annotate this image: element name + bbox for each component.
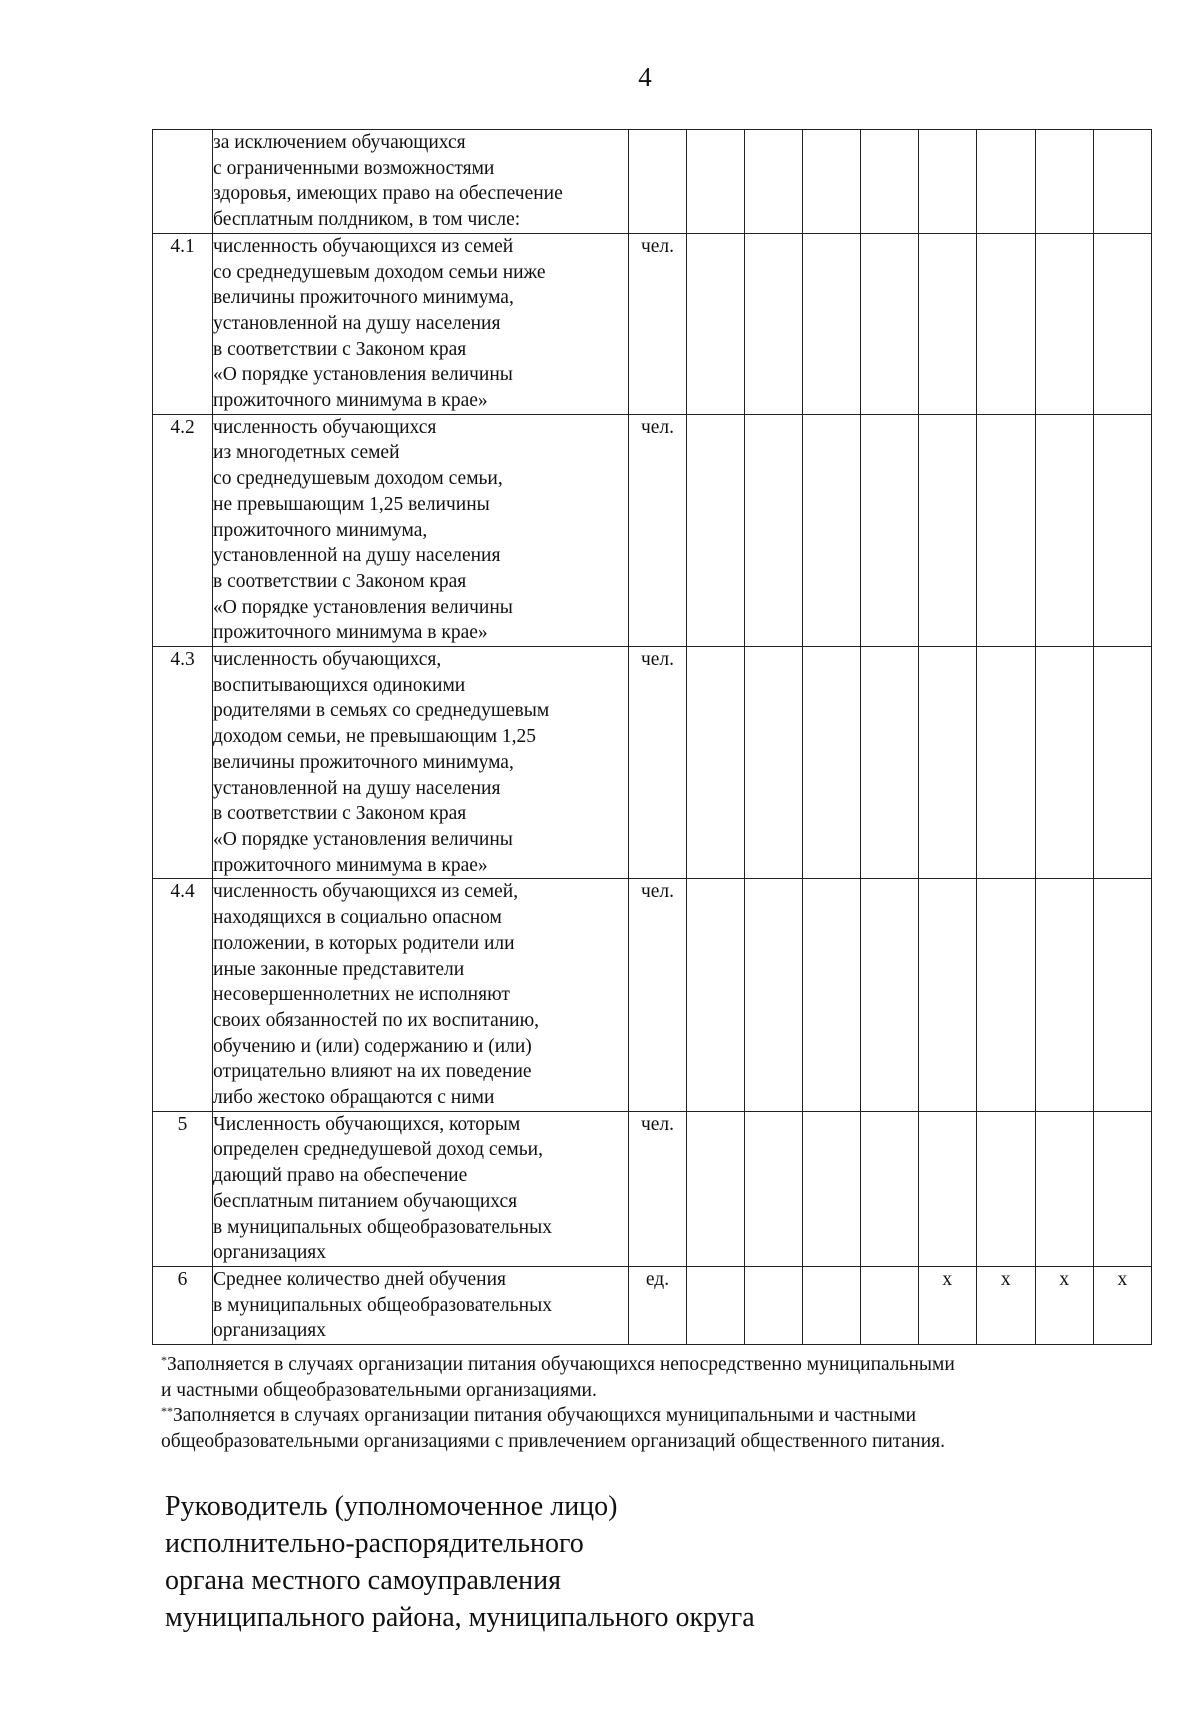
indicator-text-line: прожиточного минимума в крае»: [213, 390, 488, 412]
indicator-text-line: численность обучающихся из семей: [213, 235, 514, 257]
indicator-name-cell: [213, 1266, 629, 1344]
indicator-text-line: установленной на душу населения: [213, 777, 501, 799]
value-cell: [860, 647, 918, 879]
row-number-cell: 4.3: [153, 647, 213, 879]
value-cell: [1035, 879, 1093, 1111]
indicator-name-cell: [213, 1111, 629, 1266]
value-cell: [1035, 414, 1093, 646]
indicator-text-line: не превышающим 1,25 величины: [213, 493, 490, 515]
indicator-name-cell: [213, 647, 629, 879]
indicator-name-cell: [213, 414, 629, 646]
indicator-text-line: иные законные представители: [213, 958, 465, 980]
value-cell: [744, 233, 802, 414]
indicator-text-line: доходом семьи, не превышающим 1,25: [213, 726, 537, 748]
indicator-text-line: «О порядке установления величины: [213, 596, 513, 618]
value-cell: [744, 1266, 802, 1344]
value-cell: [802, 414, 860, 646]
signature-line-3: органа местного самоуправления: [165, 1565, 561, 1596]
value-cell: [686, 1266, 744, 1344]
page-number: 4: [638, 62, 652, 92]
value-cell: [976, 130, 1035, 234]
value-cell: [686, 647, 744, 879]
unit-cell: чел.: [629, 414, 686, 646]
value-cell: [686, 1111, 744, 1266]
indicator-text-line: несовершеннолетних не исполняют: [213, 984, 510, 1006]
indicator-text-line: установленной на душу населения: [213, 312, 501, 334]
indicator-name-cell: [213, 130, 629, 234]
value-cell: [976, 879, 1035, 1111]
value-cell: [802, 647, 860, 879]
value-cell: [918, 233, 976, 414]
indicator-text-line: определен среднедушевой доход семьи,: [213, 1139, 543, 1161]
indicator-text-line: либо жестоко обращаются с ними: [213, 1087, 495, 1109]
indicator-text-line: обучению и (или) содержанию и (или): [213, 1035, 532, 1057]
value-cell: [918, 879, 976, 1111]
row-number-cell: [153, 130, 213, 234]
value-cell: [744, 130, 802, 234]
indicator-text-line: положении, в которых родители или: [213, 932, 515, 954]
value-cell: [860, 130, 918, 234]
footnote-2-line-2: общеобразовательными организациями с привлечением организаций общественного питания.: [161, 1430, 945, 1452]
value-cell: [802, 1266, 860, 1344]
indicator-text-line: отрицательно влияют на их поведение: [213, 1061, 532, 1083]
value-cell: [976, 1111, 1035, 1266]
row-number-cell: 4.1: [153, 233, 213, 414]
footnote-1: [161, 1352, 1161, 1403]
value-cell: х: [1035, 1266, 1093, 1344]
value-cell: [686, 414, 744, 646]
indicator-text-line: здоровья, имеющих право на обеспечение: [213, 183, 563, 205]
indicator-text-line: в муниципальных общеобразовательных: [213, 1216, 552, 1238]
value-cell: [976, 233, 1035, 414]
footnotes: [161, 1352, 1161, 1454]
indicator-text-line: родителями в семьях со среднедушевым: [213, 700, 550, 722]
table-row: [153, 130, 1152, 234]
signature-line-1: Руководитель (уполномоченное лицо): [165, 1491, 618, 1522]
value-cell: [1093, 879, 1151, 1111]
report-table-body: [153, 130, 1152, 1345]
indicator-text-line: из многодетных семей: [213, 442, 400, 464]
table-row: [153, 233, 1152, 414]
table-row: [153, 1111, 1152, 1266]
value-cell: [918, 647, 976, 879]
row-number-cell: 6: [153, 1266, 213, 1344]
report-table: [152, 129, 1152, 1345]
unit-cell: чел.: [629, 879, 686, 1111]
indicator-text-line: организациях: [213, 1320, 327, 1342]
table-row: [153, 879, 1152, 1111]
indicator-name-cell: [213, 879, 629, 1111]
value-cell: [686, 233, 744, 414]
indicator-text-line: за исключением обучающихся: [213, 132, 466, 153]
value-cell: [802, 879, 860, 1111]
unit-cell: чел.: [629, 1111, 686, 1266]
value-cell: [918, 1111, 976, 1266]
value-cell: х: [976, 1266, 1035, 1344]
indicator-text-line: организациях: [213, 1242, 327, 1264]
value-cell: [918, 130, 976, 234]
value-cell: [1093, 647, 1151, 879]
indicator-text-line: дающий право на обеспечение: [213, 1165, 468, 1187]
indicator-name-cell: [213, 233, 629, 414]
value-cell: [1035, 130, 1093, 234]
value-cell: [1093, 1111, 1151, 1266]
unit-cell: чел.: [629, 233, 686, 414]
indicator-text-line: «О порядке установления величины: [213, 828, 513, 850]
value-cell: [860, 233, 918, 414]
indicator-text-line: бесплатным питанием обучающихся: [213, 1190, 518, 1212]
value-cell: [860, 1266, 918, 1344]
footnote-1-line-2: и частными общеобразовательными организациями.: [161, 1379, 597, 1401]
value-cell: [1093, 130, 1151, 234]
indicator-text-line: Среднее количество дней обучения: [213, 1268, 507, 1290]
value-cell: [976, 647, 1035, 879]
unit-cell: [629, 130, 686, 234]
row-number-cell: 4.4: [153, 879, 213, 1111]
indicator-text-line: воспитывающихся одинокими: [213, 674, 466, 696]
indicator-text-line: прожиточного минимума в крае»: [213, 622, 488, 644]
indicator-text-line: прожиточного минимума,: [213, 519, 428, 541]
value-cell: [1035, 1111, 1093, 1266]
indicator-text-line: находящихся в социально опасном: [213, 907, 502, 929]
value-cell: [744, 414, 802, 646]
indicator-text-line: в соответствии с Законом края: [213, 570, 467, 592]
indicator-text-line: «О порядке установления величины: [213, 364, 513, 386]
indicator-text-line: численность обучающихся из семей,: [213, 881, 519, 903]
signature-line-2: исполнительно-распорядительного: [165, 1528, 584, 1559]
indicator-text-line: с ограниченными возможностями: [213, 157, 495, 179]
indicator-text-line: численность обучающихся: [213, 416, 437, 438]
table-row: [153, 647, 1152, 879]
indicator-text-line: со среднедушевым доходом семьи ниже: [213, 261, 546, 283]
signature-line-4: муниципального района, муниципального округа: [165, 1602, 755, 1633]
value-cell: [1035, 647, 1093, 879]
indicator-text-line: численность обучающихся,: [213, 649, 442, 671]
value-cell: [976, 414, 1035, 646]
footnote-2: [161, 1403, 1161, 1454]
value-cell: [744, 1111, 802, 1266]
value-cell: [802, 1111, 860, 1266]
footnote-2-mark: **: [161, 1404, 173, 1418]
indicator-text-line: установленной на душу населения: [213, 545, 501, 567]
indicator-text-line: величины прожиточного минимума,: [213, 287, 514, 309]
indicator-text-line: своих обязанностей по их воспитанию,: [213, 1009, 540, 1031]
footnote-2-line-1: Заполняется в случаях организации питания обучающихся муниципальными и частными: [173, 1405, 916, 1426]
row-number-cell: 5: [153, 1111, 213, 1266]
indicator-text-line: в соответствии с Законом края: [213, 338, 467, 360]
indicator-text-line: в муниципальных общеобразовательных: [213, 1294, 552, 1316]
indicator-text-line: прожиточного минимума в крае»: [213, 854, 488, 876]
value-cell: [1093, 414, 1151, 646]
indicator-text-line: в соответствии с Законом края: [213, 803, 467, 825]
value-cell: [860, 1111, 918, 1266]
value-cell: [860, 879, 918, 1111]
value-cell: [860, 414, 918, 646]
unit-cell: ед.: [629, 1266, 686, 1344]
footnote-1-line-1: Заполняется в случаях организации питания обучающихся непосредственно муниципальными: [167, 1354, 955, 1375]
table-row: [153, 414, 1152, 646]
indicator-text-line: Численность обучающихся, которым: [213, 1113, 521, 1135]
row-number-cell: 4.2: [153, 414, 213, 646]
value-cell: [802, 130, 860, 234]
table-row: [153, 1266, 1152, 1344]
value-cell: [918, 414, 976, 646]
value-cell: [686, 130, 744, 234]
indicator-text-line: величины прожиточного минимума,: [213, 751, 514, 773]
indicator-text-line: со среднедушевым доходом семьи,: [213, 468, 503, 490]
value-cell: [686, 879, 744, 1111]
value-cell: [802, 233, 860, 414]
value-cell: [1093, 233, 1151, 414]
indicator-text-line: бесплатным полдником, в том числе:: [213, 209, 521, 231]
footnote-1-mark: *: [161, 1353, 167, 1367]
value-cell: х: [918, 1266, 976, 1344]
value-cell: х: [1093, 1266, 1151, 1344]
value-cell: [744, 647, 802, 879]
value-cell: [1035, 233, 1093, 414]
value-cell: [744, 879, 802, 1111]
signature-block: [165, 1488, 755, 1636]
unit-cell: чел.: [629, 647, 686, 879]
